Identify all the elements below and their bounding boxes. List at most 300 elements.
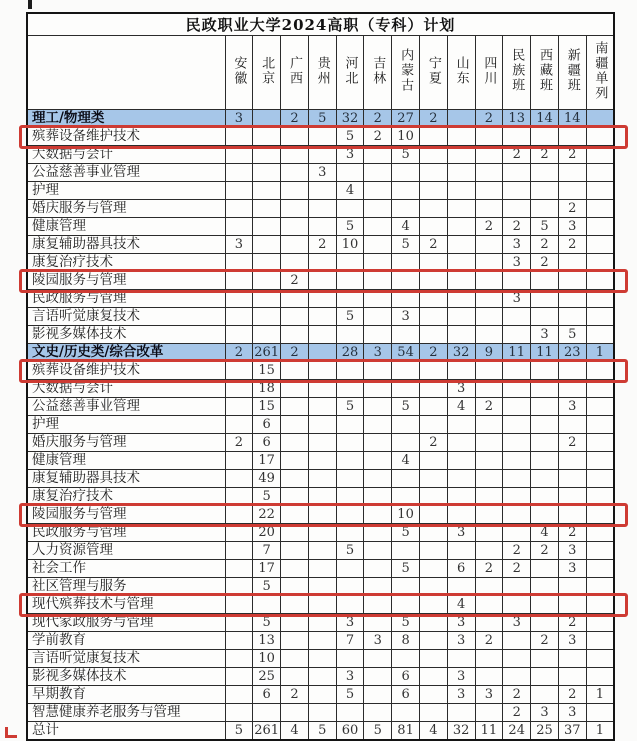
- plan-cell: [392, 380, 420, 398]
- plan-cell: [308, 362, 336, 380]
- plan-cell: 25: [531, 722, 559, 741]
- plan-cell: [531, 488, 559, 506]
- plan-cell: [419, 668, 447, 686]
- plan-cell: [253, 326, 281, 344]
- plan-cell: [531, 596, 559, 614]
- plan-cell: [503, 398, 531, 416]
- table-row: [27, 200, 614, 218]
- plan-cell: [308, 434, 336, 452]
- plan-cell: [225, 254, 253, 272]
- plan-cell: [558, 254, 586, 272]
- plan-cell: 3: [558, 542, 586, 560]
- plan-cell: 3: [558, 218, 586, 236]
- table-row: [27, 488, 614, 506]
- plan-cell: [586, 182, 614, 200]
- plan-cell: [336, 200, 364, 218]
- plan-cell: [419, 290, 447, 308]
- plan-cell: 5: [392, 614, 420, 632]
- plan-cell: 2: [419, 344, 447, 362]
- row-label: 总计: [27, 722, 225, 741]
- plan-cell: [225, 272, 253, 290]
- plan-cell: [447, 308, 475, 326]
- plan-cell: [419, 488, 447, 506]
- plan-cell: [586, 110, 614, 128]
- row-label: 健康管理: [27, 452, 225, 470]
- plan-cell: [253, 596, 281, 614]
- plan-cell: [225, 542, 253, 560]
- plan-cell: 5: [558, 326, 586, 344]
- plan-cell: [308, 704, 336, 722]
- plan-cell: [281, 488, 309, 506]
- plan-cell: [586, 146, 614, 164]
- plan-cell: [558, 596, 586, 614]
- plan-cell: 6: [253, 416, 281, 434]
- corner-cell: [27, 36, 225, 110]
- plan-cell: 18: [253, 380, 281, 398]
- plan-cell: [308, 686, 336, 704]
- section-header-row: [27, 110, 614, 128]
- plan-cell: 5: [392, 560, 420, 578]
- row-label: 康复辅助器具技术: [27, 470, 225, 488]
- plan-cell: 28: [336, 344, 364, 362]
- plan-cell: [447, 578, 475, 596]
- table-row: [27, 506, 614, 524]
- plan-cell: [419, 704, 447, 722]
- plan-cell: [308, 128, 336, 146]
- plan-cell: [308, 668, 336, 686]
- plan-cell: [586, 272, 614, 290]
- plan-cell: [475, 272, 503, 290]
- plan-cell: 2: [419, 110, 447, 128]
- table-row: [27, 524, 614, 542]
- plan-cell: [225, 488, 253, 506]
- column-header: 北京: [253, 36, 281, 110]
- plan-cell: [475, 596, 503, 614]
- plan-cell: [336, 506, 364, 524]
- plan-cell: [336, 524, 364, 542]
- plan-cell: [503, 434, 531, 452]
- plan-cell: [419, 470, 447, 488]
- column-header: 吉林: [364, 36, 392, 110]
- plan-cell: [419, 596, 447, 614]
- plan-cell: 3: [364, 344, 392, 362]
- plan-cell: 3: [447, 614, 475, 632]
- column-header: 山东: [447, 36, 475, 110]
- plan-cell: [475, 506, 503, 524]
- plan-cell: 3: [447, 524, 475, 542]
- plan-cell: [531, 380, 559, 398]
- plan-cell: [475, 380, 503, 398]
- plan-cell: [586, 650, 614, 668]
- plan-cell: 261: [254, 723, 280, 738]
- plan-cell: 5: [253, 488, 281, 506]
- plan-cell: [308, 380, 336, 398]
- plan-cell: [531, 362, 559, 380]
- plan-cell: 3: [531, 326, 559, 344]
- plan-cell: 10: [253, 650, 281, 668]
- plan-cell: [225, 218, 253, 236]
- plan-cell: [253, 236, 281, 254]
- plan-cell: [586, 434, 614, 452]
- plan-cell: [253, 218, 281, 236]
- plan-cell: [308, 452, 336, 470]
- plan-cell: [336, 164, 364, 182]
- table-row: [27, 542, 614, 560]
- plan-cell: 2: [503, 686, 531, 704]
- plan-cell: [364, 326, 392, 344]
- column-header: 西藏班: [531, 36, 559, 110]
- plan-cell: [558, 272, 586, 290]
- plan-cell: [531, 578, 559, 596]
- row-label: 公益慈善事业管理: [27, 398, 225, 416]
- plan-cell: [253, 110, 281, 128]
- plan-cell: 5: [392, 524, 420, 542]
- plan-cell: [225, 704, 253, 722]
- plan-cell: [308, 614, 336, 632]
- plan-cell: [281, 254, 309, 272]
- plan-cell: [503, 200, 531, 218]
- plan-cell: 3: [503, 614, 531, 632]
- plan-cell: [392, 542, 420, 560]
- plan-cell: [281, 704, 309, 722]
- column-header: 广西: [281, 36, 309, 110]
- table-row: [27, 398, 614, 416]
- plan-cell: 2: [419, 236, 447, 254]
- plan-cell: 4: [447, 398, 475, 416]
- plan-cell: [447, 236, 475, 254]
- plan-cell: [503, 308, 531, 326]
- plan-cell: [475, 614, 503, 632]
- plan-cell: [558, 578, 586, 596]
- row-label: 早期教育: [27, 686, 225, 704]
- plan-cell: [531, 128, 559, 146]
- plan-cell: [225, 398, 253, 416]
- plan-cell: [225, 362, 253, 380]
- plan-cell: 3: [558, 398, 586, 416]
- table-row: [27, 416, 614, 434]
- plan-cell: 10: [392, 506, 420, 524]
- plan-cell: 4: [419, 722, 447, 741]
- table-row: [27, 272, 614, 290]
- plan-cell: [586, 236, 614, 254]
- plan-cell: [336, 578, 364, 596]
- plan-cell: [253, 290, 281, 308]
- table-row: [27, 362, 614, 380]
- plan-cell: [558, 182, 586, 200]
- row-label: 智慧健康养老服务与管理: [27, 704, 225, 722]
- plan-cell: [447, 164, 475, 182]
- plan-cell: [475, 362, 503, 380]
- plan-cell: 2: [503, 218, 531, 236]
- plan-cell: 32: [447, 344, 475, 362]
- plan-cell: [447, 254, 475, 272]
- plan-cell: [281, 200, 309, 218]
- plan-cell: 2: [531, 146, 559, 164]
- plan-cell: 2: [475, 560, 503, 578]
- row-label: 影视多媒体技术: [27, 326, 225, 344]
- plan-cell: 2: [281, 110, 309, 128]
- plan-cell: [281, 308, 309, 326]
- plan-cell: 2: [503, 146, 531, 164]
- plan-cell: [364, 308, 392, 326]
- plan-cell: [447, 488, 475, 506]
- plan-cell: [364, 182, 392, 200]
- plan-cell: [253, 254, 281, 272]
- plan-cell: [253, 200, 281, 218]
- plan-cell: [392, 362, 420, 380]
- row-label: 婚庆服务与管理: [27, 434, 225, 452]
- plan-cell: [586, 560, 614, 578]
- plan-cell: [503, 164, 531, 182]
- plan-cell: [503, 470, 531, 488]
- plan-cell: [586, 200, 614, 218]
- plan-cell: 2: [475, 398, 503, 416]
- plan-cell: 3: [531, 704, 559, 722]
- plan-cell: [586, 128, 614, 146]
- table-row: [27, 326, 614, 344]
- plan-cell: [392, 650, 420, 668]
- plan-cell: 3: [336, 146, 364, 164]
- plan-cell: [475, 542, 503, 560]
- plan-cell: [336, 650, 364, 668]
- plan-cell: [281, 542, 309, 560]
- plan-cell: [281, 452, 309, 470]
- plan-cell: [336, 380, 364, 398]
- table-row: [27, 380, 614, 398]
- plan-cell: [336, 452, 364, 470]
- plan-cell: [392, 488, 420, 506]
- plan-cell: [419, 128, 447, 146]
- plan-cell: [364, 236, 392, 254]
- plan-cell: 2: [558, 146, 586, 164]
- plan-cell: [503, 488, 531, 506]
- plan-cell: [392, 470, 420, 488]
- plan-cell: [308, 254, 336, 272]
- plan-cell: [503, 578, 531, 596]
- plan-cell: [308, 200, 336, 218]
- plan-cell: 20: [253, 524, 281, 542]
- plan-cell: [419, 182, 447, 200]
- plan-cell: 13: [253, 632, 281, 650]
- plan-cell: [558, 290, 586, 308]
- plan-cell: 2: [558, 434, 586, 452]
- plan-cell: [225, 668, 253, 686]
- plan-cell: [225, 128, 253, 146]
- plan-cell: [364, 668, 392, 686]
- plan-cell: [364, 452, 392, 470]
- plan-cell: 7: [336, 632, 364, 650]
- plan-cell: [503, 380, 531, 398]
- plan-cell: 2: [531, 254, 559, 272]
- plan-cell: [475, 524, 503, 542]
- row-label: 学前教育: [27, 632, 225, 650]
- plan-cell: 11: [475, 722, 503, 741]
- plan-cell: [225, 596, 253, 614]
- plan-cell: 32: [336, 110, 364, 128]
- plan-cell: 2: [503, 704, 531, 722]
- plan-cell: [281, 362, 309, 380]
- row-label: 社会工作: [27, 560, 225, 578]
- plan-cell: [364, 434, 392, 452]
- plan-cell: 4: [531, 524, 559, 542]
- table-row: [27, 128, 614, 146]
- plan-cell: [447, 128, 475, 146]
- plan-cell: [392, 596, 420, 614]
- plan-cell: [364, 416, 392, 434]
- plan-cell: [586, 164, 614, 182]
- plan-cell: [281, 578, 309, 596]
- plan-cell: [308, 218, 336, 236]
- plan-cell: [281, 164, 309, 182]
- plan-cell: [281, 146, 309, 164]
- plan-cell: [586, 470, 614, 488]
- plan-cell: [475, 182, 503, 200]
- plan-cell: [281, 434, 309, 452]
- plan-cell: [558, 650, 586, 668]
- plan-cell: 261: [254, 345, 280, 360]
- plan-cell: [336, 272, 364, 290]
- plan-cell: [558, 380, 586, 398]
- plan-cell: 3: [225, 236, 253, 254]
- plan-cell: [419, 200, 447, 218]
- plan-cell: 3: [364, 632, 392, 650]
- plan-cell: [503, 650, 531, 668]
- plan-cell: [336, 362, 364, 380]
- plan-cell: [364, 272, 392, 290]
- plan-cell: [308, 488, 336, 506]
- plan-cell: [447, 272, 475, 290]
- plan-table: [26, 12, 615, 741]
- row-label: 大数据与会计: [27, 146, 225, 164]
- plan-cell: [531, 470, 559, 488]
- plan-cell: [531, 416, 559, 434]
- plan-cell: [419, 146, 447, 164]
- plan-cell: [531, 398, 559, 416]
- plan-cell: [503, 182, 531, 200]
- plan-cell: 2: [558, 200, 586, 218]
- plan-cell: [364, 164, 392, 182]
- plan-cell: [447, 416, 475, 434]
- plan-cell: 5: [392, 398, 420, 416]
- table-row: [27, 182, 614, 200]
- plan-cell: [419, 542, 447, 560]
- plan-cell: [419, 614, 447, 632]
- plan-cell: 2: [558, 614, 586, 632]
- plan-cell: 11: [531, 344, 559, 362]
- plan-cell: [225, 614, 253, 632]
- plan-cell: [225, 452, 253, 470]
- plan-cell: 3: [503, 290, 531, 308]
- plan-cell: [253, 182, 281, 200]
- plan-cell: 54: [392, 344, 420, 362]
- plan-cell: 13: [503, 110, 531, 128]
- plan-cell: [225, 200, 253, 218]
- plan-cell: [281, 650, 309, 668]
- plan-cell: [308, 560, 336, 578]
- plan-cell: [475, 236, 503, 254]
- plan-cell: [586, 380, 614, 398]
- plan-cell: [475, 578, 503, 596]
- plan-cell: [503, 128, 531, 146]
- plan-cell: [558, 308, 586, 326]
- plan-cell: 4: [336, 182, 364, 200]
- plan-cell: [253, 272, 281, 290]
- red-corner-mark: [5, 727, 17, 738]
- plan-cell: 2: [503, 542, 531, 560]
- plan-cell: 2: [558, 686, 586, 704]
- plan-cell: [447, 452, 475, 470]
- plan-cell: [531, 182, 559, 200]
- plan-cell: [225, 290, 253, 308]
- plan-cell: [364, 254, 392, 272]
- plan-cell: 3: [225, 110, 253, 128]
- table-row: [27, 668, 614, 686]
- plan-cell: [253, 128, 281, 146]
- plan-cell: [364, 524, 392, 542]
- plan-cell: [364, 686, 392, 704]
- plan-cell: [419, 452, 447, 470]
- table-row: [27, 470, 614, 488]
- table-row: [27, 650, 614, 668]
- plan-cell: [281, 290, 309, 308]
- plan-cell: 5: [336, 542, 364, 560]
- title-row: [27, 13, 614, 36]
- plan-cell: 2: [475, 218, 503, 236]
- plan-cell: [364, 200, 392, 218]
- plan-cell: 1: [586, 686, 614, 704]
- plan-cell: [586, 290, 614, 308]
- plan-cell: [281, 416, 309, 434]
- plan-cell: [392, 164, 420, 182]
- plan-cell: [531, 686, 559, 704]
- plan-cell: [586, 218, 614, 236]
- plan-cell: [475, 164, 503, 182]
- plan-cell: 6: [392, 686, 420, 704]
- plan-cell: 23: [558, 344, 586, 362]
- plan-cell: 3: [447, 686, 475, 704]
- column-header: 民族班: [503, 36, 531, 110]
- row-label: 护理: [27, 416, 225, 434]
- plan-cell: [419, 506, 447, 524]
- row-label: 民政服务与管理: [27, 524, 225, 542]
- table-row: [27, 452, 614, 470]
- plan-cell: [392, 290, 420, 308]
- plan-cell: [225, 686, 253, 704]
- plan-cell: [419, 416, 447, 434]
- plan-cell: [392, 434, 420, 452]
- row-label: 大数据与会计: [27, 380, 225, 398]
- plan-cell: [308, 290, 336, 308]
- table-row: [27, 254, 614, 272]
- plan-cell: 10: [336, 236, 364, 254]
- plan-cell: [392, 704, 420, 722]
- table-row: [27, 236, 614, 254]
- plan-cell: [531, 434, 559, 452]
- plan-cell: 2: [531, 236, 559, 254]
- plan-cell: [475, 146, 503, 164]
- plan-cell: 17: [253, 560, 281, 578]
- plan-cell: [419, 308, 447, 326]
- plan-cell: 3: [447, 380, 475, 398]
- plan-cell: [308, 524, 336, 542]
- plan-cell: 5: [392, 146, 420, 164]
- plan-cell: [586, 452, 614, 470]
- plan-cell: 3: [558, 560, 586, 578]
- plan-cell: [308, 470, 336, 488]
- plan-cell: [475, 470, 503, 488]
- plan-cell: [503, 272, 531, 290]
- plan-cell: [447, 362, 475, 380]
